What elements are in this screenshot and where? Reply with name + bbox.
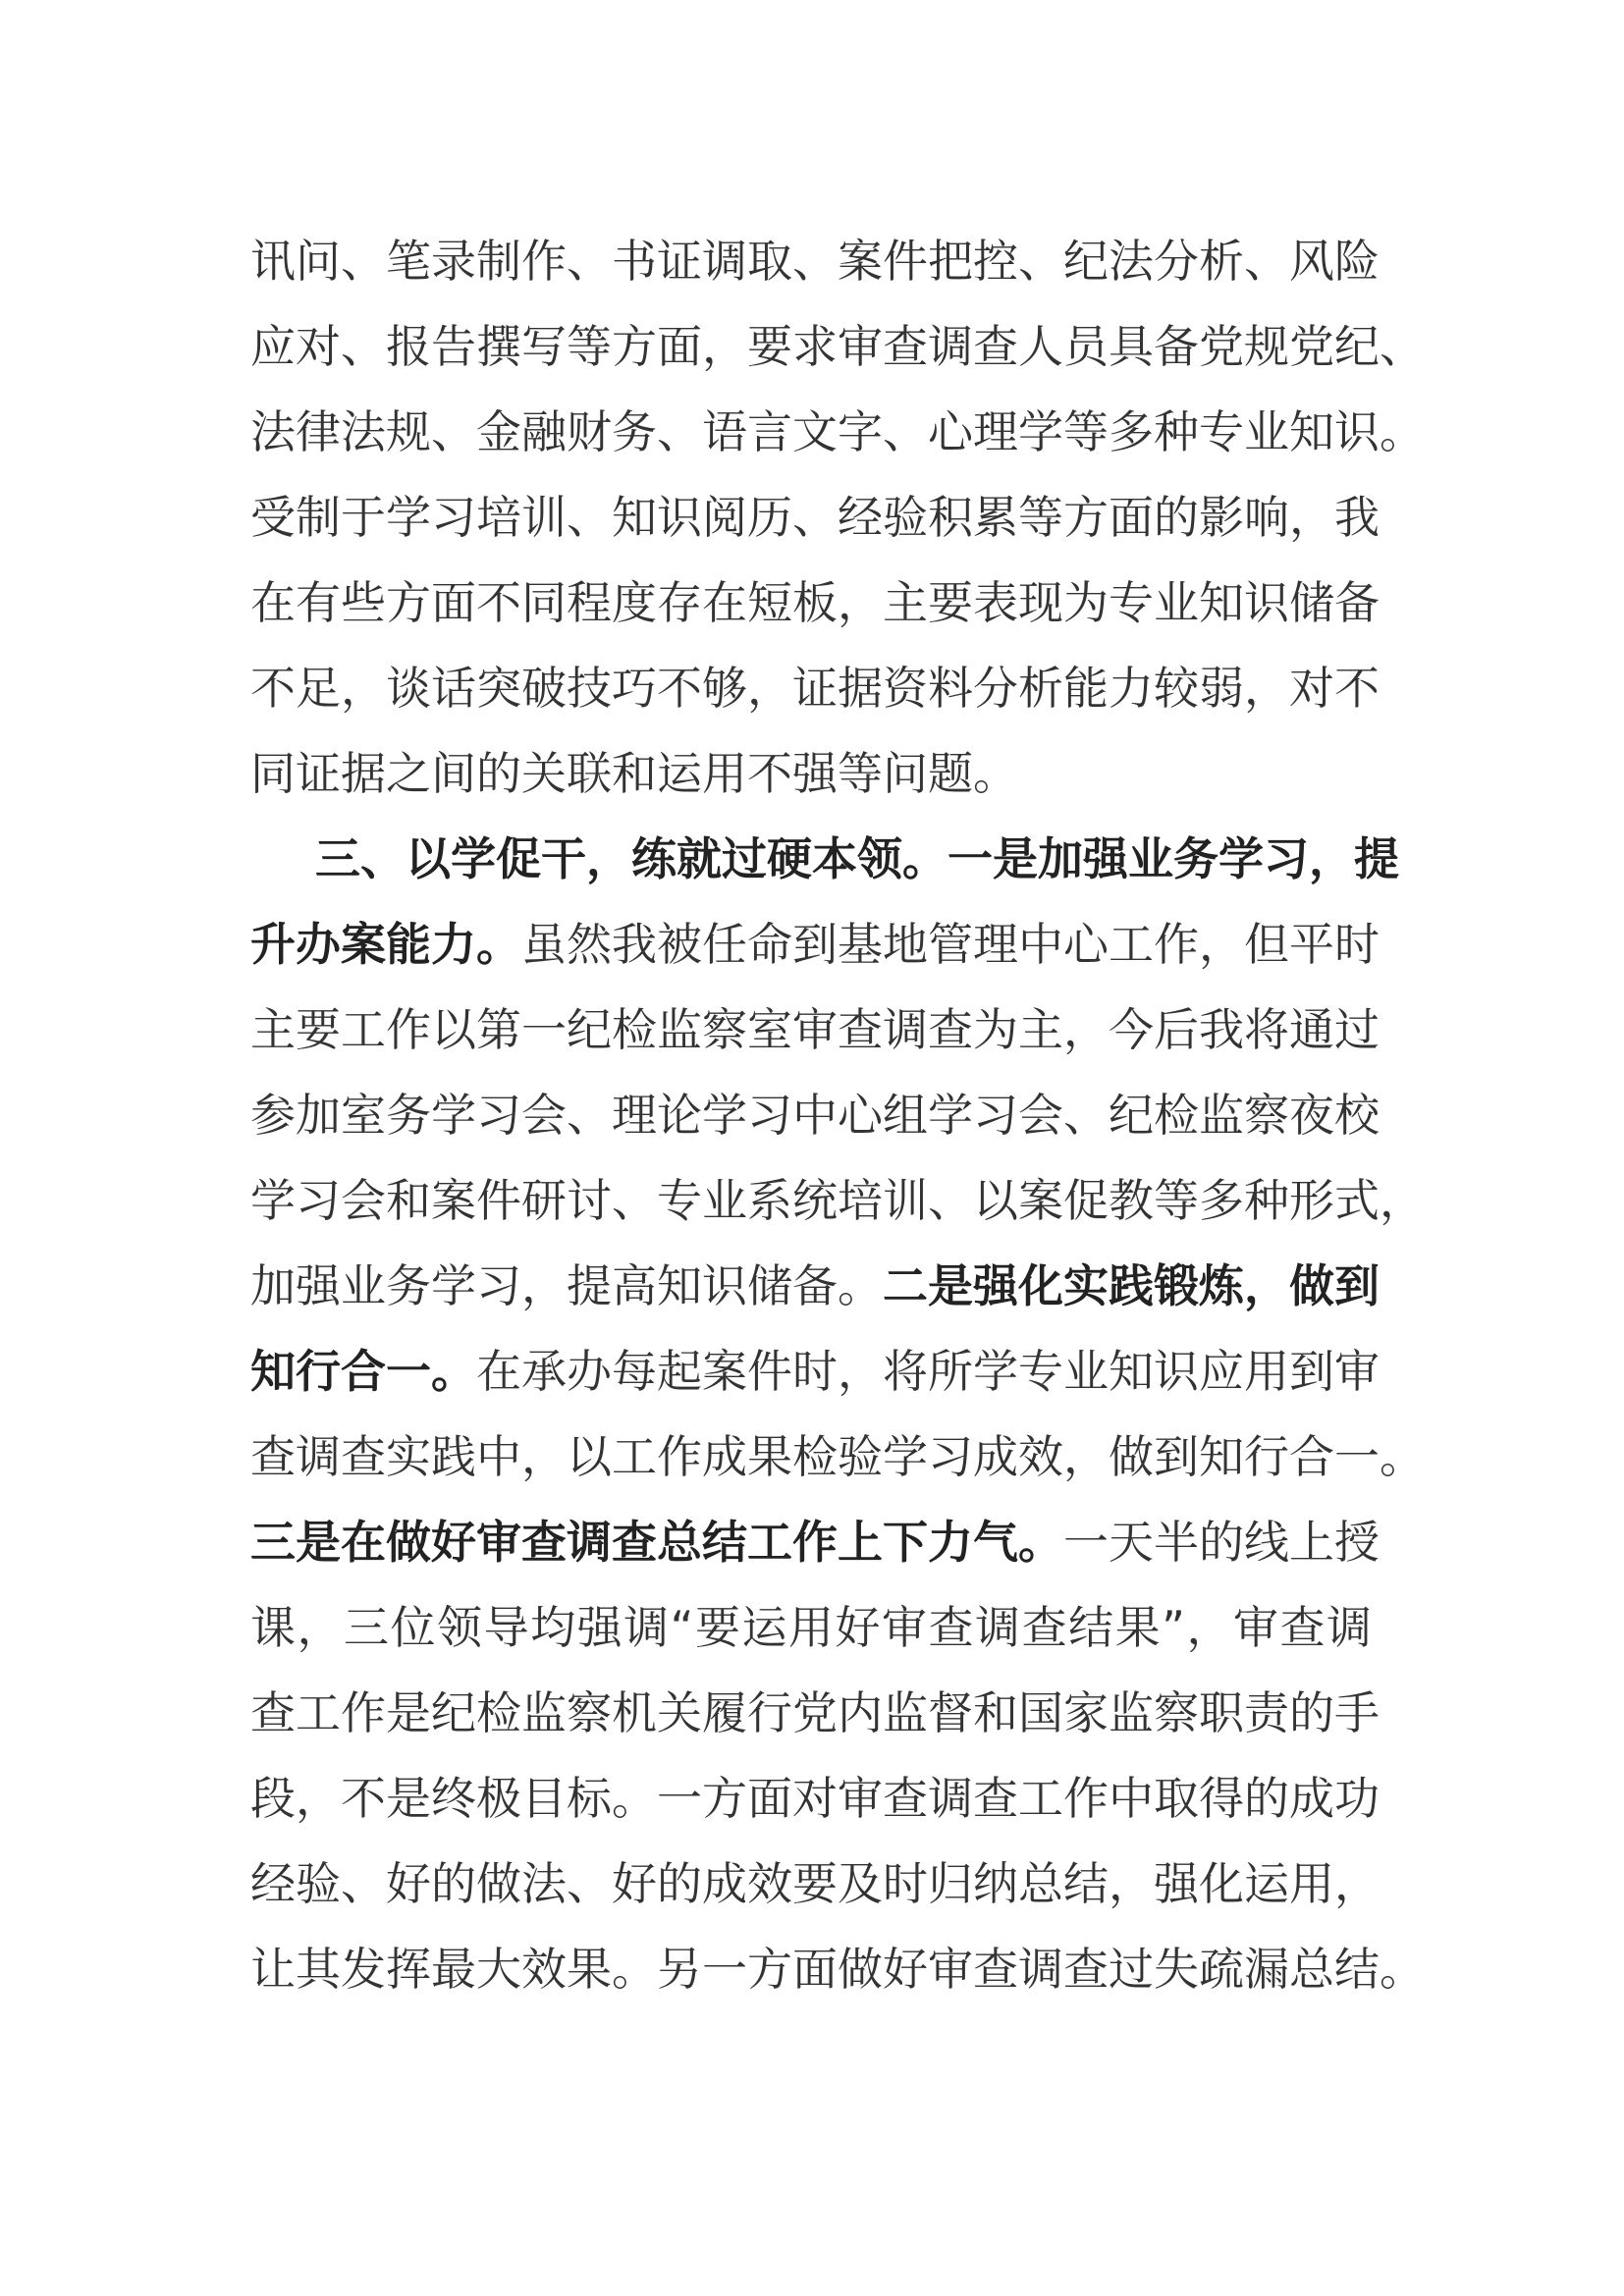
body-text: 在有些方面不同程度存在短板，主要表现为专业知识储备	[250, 576, 1380, 629]
body-text: 学习会和案件研讨、专业系统培训、以案促教等多种形式，	[250, 1174, 1425, 1227]
body-text: 讯问、笔录制作、书证调取、案件把控、纪法分析、风险	[250, 235, 1380, 288]
text-line	[250, 1927, 1425, 2012]
bold-heading-text: 知行合一。	[250, 1345, 476, 1398]
text-line	[250, 390, 1425, 475]
text-line	[250, 1244, 1380, 1329]
body-text: 段，不是终极目标。一方面对审查调查工作中取得的成功	[250, 1772, 1380, 1825]
text-line	[250, 475, 1380, 561]
body-text: 在承办每起案件时，将所学专业知识应用到审	[476, 1345, 1380, 1398]
text-line	[250, 817, 1399, 902]
body-text: 应对、报告撰写等方面，要求审查调查人员具备党规党纪、	[250, 320, 1425, 373]
body-text: 虽然我被任命到基地管理中心工作，但平时	[521, 918, 1380, 971]
bold-heading-text: 二是强化实践锻炼，做到	[883, 1259, 1380, 1312]
text-line	[250, 731, 1372, 817]
text-line	[250, 1415, 1425, 1500]
body-text: 不足，谈话突破技巧不够，证据资料分析能力较弱，对不	[250, 662, 1380, 715]
body-text: 查工作是纪检监察机关履行党内监督和国家监察职责的手	[250, 1686, 1380, 1739]
body-text: 加强业务学习，提高知识储备。	[250, 1259, 883, 1312]
bold-heading-text: 三是在做好审查调查总结工作上下力气。	[250, 1516, 1063, 1569]
text-line	[250, 1756, 1380, 1842]
document-body	[250, 219, 1425, 2012]
bold-heading-text: 三、以学促干，练就过硬本领。一是加强业务学习，提	[315, 832, 1399, 885]
body-text: 法律法规、金融财务、语言文字、心理学等多种专业知识。	[250, 405, 1425, 458]
text-line	[250, 219, 1380, 304]
body-text: 同证据之间的关联和运用不强等问题。	[250, 747, 1018, 800]
text-line	[250, 1500, 1380, 1585]
text-line	[250, 1158, 1425, 1244]
text-line	[250, 1671, 1380, 1756]
body-text: 让其发挥最大效果。另一方面做好审查调查过失疏漏总结。	[250, 1943, 1425, 1996]
text-line	[250, 1585, 1372, 1671]
text-line	[250, 988, 1380, 1073]
body-text: 参加室务学习会、理论学习中心组学习会、纪检监察夜校	[250, 1089, 1380, 1142]
text-line	[250, 304, 1425, 390]
text-line	[250, 561, 1380, 646]
body-text: 查调查实践中，以工作成果检验学习成效，做到知行合一。	[250, 1430, 1425, 1483]
body-text: 一天半的线上授	[1063, 1516, 1380, 1569]
text-line	[250, 1842, 1380, 1927]
body-text: 经验、好的做法、好的成效要及时归纳总结，强化运用，	[250, 1857, 1380, 1910]
text-line	[250, 1073, 1380, 1158]
bold-heading-text: 升办案能力。	[250, 918, 521, 971]
text-line	[250, 902, 1380, 988]
body-text: 课，三位领导均强调“要运用好审查调查结果”，审查调	[250, 1601, 1372, 1654]
body-text: 受制于学习培训、知识阅历、经验积累等方面的影响，我	[250, 491, 1380, 544]
text-line	[250, 646, 1380, 731]
body-text: 主要工作以第一纪检监察室审查调查为主，今后我将通过	[250, 1003, 1380, 1056]
text-line	[250, 1329, 1380, 1415]
